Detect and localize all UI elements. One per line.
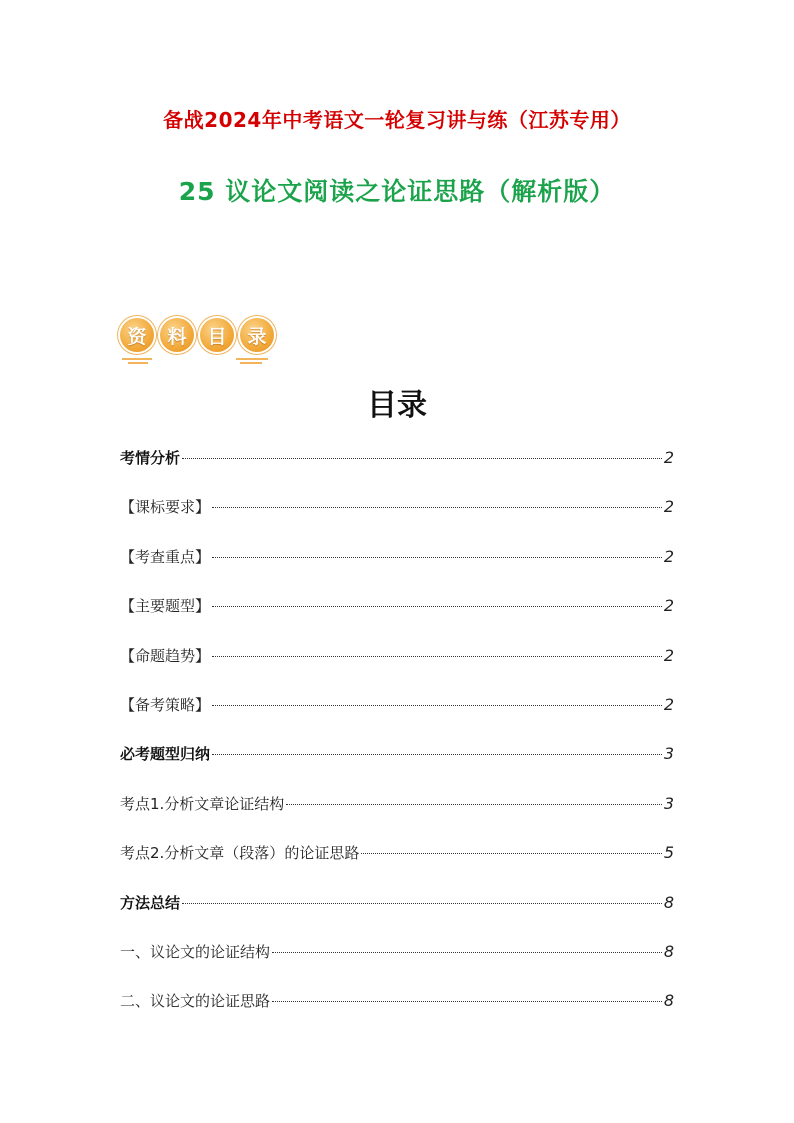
toc-entry[interactable] [120,892,674,941]
badge-char-1: 资 [118,316,156,354]
toc-page-number: 2 [663,448,674,467]
toc-page-number: 3 [663,744,674,764]
toc-entry-text: 【考查重点】 [120,547,211,566]
toc-leader-dots [212,705,662,706]
toc-page-number: 2 [663,596,674,616]
toc-entry[interactable] [120,743,674,792]
toc-leader-dots [286,804,661,805]
toc-leader-dots [272,1001,662,1002]
toc-leader-dots [182,903,662,904]
toc-entry[interactable] [120,694,674,743]
badge-char-2: 料 [158,316,196,354]
toc-page-number: 8 [663,941,674,961]
toc-entry-text: 【备考策略】 [120,695,211,714]
toc-page-number: 8 [663,892,674,912]
badge-char-3: 目 [198,316,236,354]
toc-leader-dots [361,853,661,854]
toc-leader-dots [272,952,662,953]
toc-heading: 目录 [367,388,427,423]
toc-leader-dots [182,458,662,459]
toc-entry[interactable] [120,496,674,545]
toc-leader-dots [212,754,662,755]
toc-page-number: 2 [663,497,674,517]
badge-underline-decoration [118,358,272,366]
toc-entry[interactable] [120,990,674,1039]
toc-entry[interactable] [120,842,674,891]
toc-page-number: 2 [663,694,674,714]
toc-entry[interactable] [120,595,674,644]
document-subtitle: 25 议论文阅读之论证思路（解析版） [178,177,616,206]
toc-page-number: 8 [663,991,674,1011]
toc-page-number: 3 [663,793,674,813]
toc-entry[interactable] [120,546,674,595]
toc-leader-dots [212,656,662,657]
toc-entry-text: 二、议论文的论证思路 [120,992,271,1011]
toc-entry-text: 方法总结 [120,893,181,912]
toc-entry-text: 【课标要求】 [120,498,211,517]
toc-entry[interactable] [120,793,674,842]
document-title: 备战2024年中考语文一轮复习讲与练（江苏专用） [163,108,631,132]
toc-entry-text: 【命题趋势】 [120,646,211,665]
toc-entry[interactable] [120,645,674,694]
toc-leader-dots [212,557,662,558]
toc-entry[interactable] [120,941,674,990]
materials-catalog-badge [118,316,276,354]
toc-entry[interactable] [120,447,674,496]
toc-page-number: 5 [663,843,674,863]
table-of-contents [120,447,674,1040]
toc-entry-text: 【主要题型】 [120,597,211,616]
toc-entry-text: 必考题型归纳 [120,745,211,764]
toc-leader-dots [212,606,662,607]
toc-entry-text: 一、议论文的论证结构 [120,942,271,961]
toc-page-number: 2 [663,546,674,566]
badge-char-4: 录 [238,316,276,354]
toc-entry-text: 考点2.分析文章（段落）的论证思路 [120,844,360,863]
toc-entry-text: 考情分析 [120,449,181,467]
toc-page-number: 2 [663,645,674,665]
toc-entry-text: 考点1.分析文章论证结构 [120,794,285,813]
toc-leader-dots [212,507,662,508]
